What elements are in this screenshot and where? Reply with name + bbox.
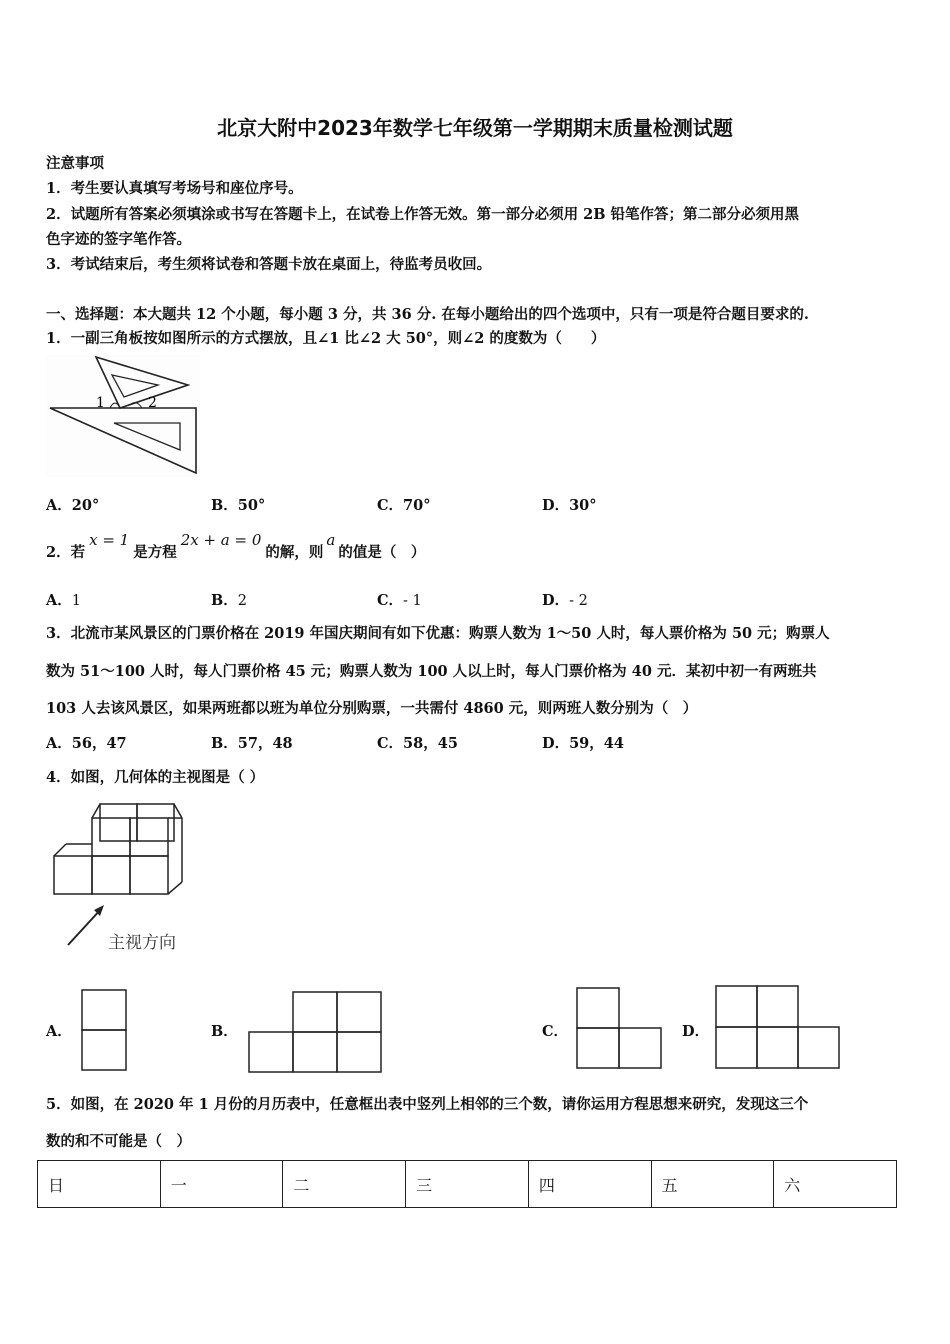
- weekday-wed: 三: [406, 1161, 529, 1208]
- notice-heading: 注意事项: [46, 155, 104, 172]
- question-2-stem: 2．若x = 1是方程2x + a = 0的解，则a的值是（ ）: [46, 531, 426, 561]
- notice-item: 1．考生要认真填写考场号和座位序号。: [46, 180, 303, 197]
- q2-option-c: C．- 1: [377, 592, 422, 609]
- notice-item: 2．试题所有答案必须填涂或书写在答题卡上，在试卷上作答无效。第一部分必须用 2B 铅笔作答；第二部分必须用黑: [46, 206, 800, 223]
- calendar-table: [37, 1160, 897, 1208]
- weekday-tue: 二: [283, 1161, 406, 1208]
- question-3-line: 数为 51～100 人时，每人门票价格 45 元；购票人数为 100 人以上时，每人门票价格为 40 元．某初中初一有两班共: [46, 663, 817, 680]
- question-1-stem: 1．一副三角板按如图所示的方式摆放，且∠1 比∠2 大 50°，则∠2 的度数为（ ）: [46, 330, 606, 347]
- notice-item: 3．考试结束后，考生须将试卷和答题卡放在桌面上，待监考员收回。: [46, 256, 492, 273]
- q4-option-c-label: C．: [542, 1023, 569, 1040]
- q1-option-c: C．70°: [377, 497, 431, 514]
- q3-option-c: C．58，45: [377, 735, 458, 752]
- question-5-line: 数的和不可能是（ ）: [46, 1133, 191, 1150]
- q2-variable: a: [326, 531, 336, 549]
- question-5-line: 5．如图，在 2020 年 1 月份的月历表中，任意框出表中竖列上相邻的三个数，请你运用方程思想来研究，发现这三个: [46, 1096, 809, 1113]
- section-heading: 一、选择题：本大题共 12 个小题，每小题 3 分，共 36 分. 在每小题给出的四个选项中，只有一项是符合题目要求的.: [46, 306, 809, 323]
- weekday-fri: 五: [651, 1161, 774, 1208]
- question-3-line: 3．北流市某风景区的门票价格在 2019 年国庆期间有如下优惠：购票人数为 1～50 人时，每人票价格为 50 元；购票人: [46, 625, 830, 642]
- view-direction-arrow: [68, 908, 102, 945]
- q3-option-b: B．57，48: [211, 735, 293, 752]
- q4-option-b-label: B．: [211, 1023, 238, 1040]
- q4-option-b-figure: [248, 990, 383, 1075]
- q1-option-a: A．20°: [46, 497, 100, 514]
- q2-option-b: B．2: [211, 592, 247, 609]
- q2-expression-1: x = 1: [89, 531, 130, 549]
- q2-expression-2: 2x + a = 0: [180, 531, 262, 549]
- calendar-header-row: [38, 1161, 897, 1208]
- weekday-sat: 六: [774, 1161, 897, 1208]
- q4-option-d-figure: [715, 984, 845, 1070]
- q2-option-d: D．- 2: [542, 592, 588, 609]
- weekday-sun: 日: [38, 1161, 161, 1208]
- q4-option-a-label: A．: [46, 1023, 72, 1040]
- q1-option-d: D．30°: [542, 497, 597, 514]
- view-direction-caption: 主视方向: [108, 933, 176, 953]
- q4-option-a-figure: [80, 988, 130, 1073]
- q3-option-d: D．59，44: [542, 735, 624, 752]
- weekday-thu: 四: [528, 1161, 651, 1208]
- weekday-mon: 一: [160, 1161, 283, 1208]
- q2-option-a: A．1: [46, 592, 81, 609]
- question-3-line: 103 人去该风景区，如果两班都以班为单位分别购票，一共需付 4860 元，则两班人数分别为（ ）: [46, 700, 698, 717]
- triangle-rulers-figure: [46, 355, 201, 477]
- question-4-stem: 4．如图，几何体的主视图是（ ）: [46, 769, 265, 786]
- angle-1-label: 1: [96, 395, 105, 411]
- q1-option-b: B．50°: [211, 497, 266, 514]
- page-title: 北京大附中2023年数学七年级第一学期期末质量检测试题: [217, 116, 733, 140]
- notice-item: 色字迹的签字笔作答。: [46, 231, 191, 248]
- angle-2-label: 2: [148, 395, 157, 411]
- q4-option-c-figure: [575, 986, 663, 1071]
- q4-option-d-label: D．: [682, 1023, 710, 1040]
- q3-option-a: A．56，47: [46, 735, 127, 752]
